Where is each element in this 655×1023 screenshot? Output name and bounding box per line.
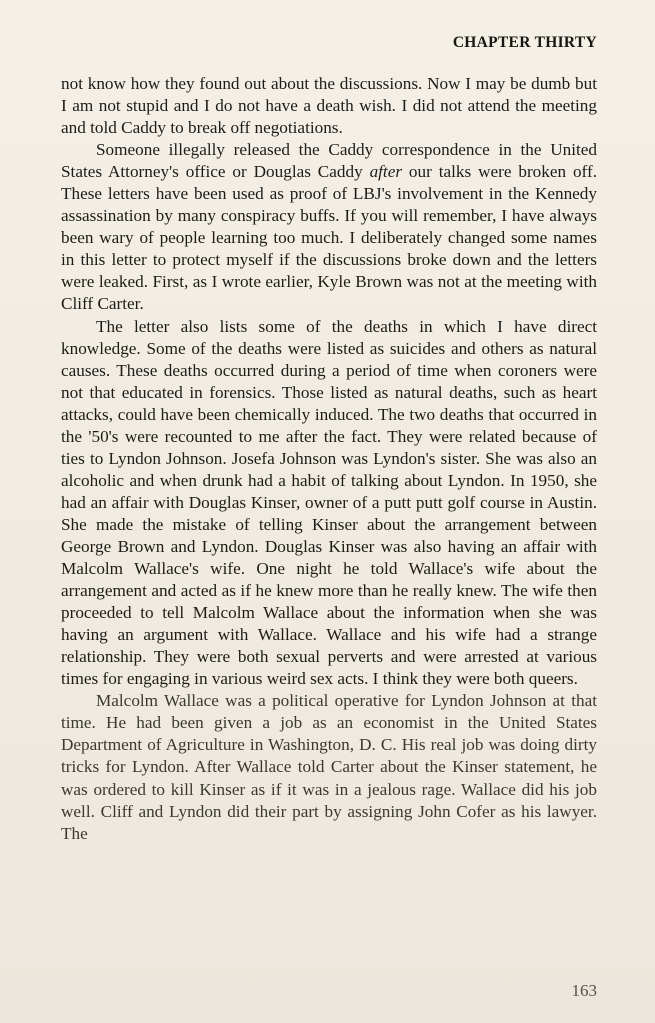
paragraph-1 <box>61 73 597 139</box>
paragraph-4 <box>61 690 597 844</box>
paragraph-2-text-b: our talks were broken off. These letters have been used as proof of LBJ's involvement in the Kennedy assassination by many conspiracy buffs. If you will remember, I have always been wary of people learning too much. I deliberately changed some names in this letter to protect myself if the discussions broke down and the letters were leaked. First, as I wrote earlier, Kyle Brown was not at the meeting with Cliff Carter. <box>61 162 597 314</box>
paragraph-2-text-a: Someone illegally released the Caddy correspondence in the United States Attorney's office or Douglas Caddy <box>61 140 597 182</box>
paragraph-4-text: Malcolm Wallace was a political operative for Lyndon Johnson at that time. He had been given a job as an economist in the United States Department of Agriculture in Washington, D. C. His real job was doing dirty tricks for Lyndon. After Wallace told Carter about the Kinser statement, he was ordered to kill Kinser as if it was in a jealous rage. Wallace did his job well. Cliff and Lyndon did their part by assigning John Cofer as his lawyer. The <box>61 691 597 843</box>
body-text <box>61 73 597 845</box>
paragraph-1-text: not know how they found out about the discussions. Now I may be dumb but I am not stupid and I do not have a death wish. I did not attend the meeting and told Caddy to break off negotiations. <box>61 74 597 138</box>
page-number: 163 <box>571 981 597 1000</box>
running-head-chapter-title: CHAPTER THIRTY <box>452 34 597 51</box>
paragraph-2 <box>61 139 597 315</box>
paragraph-3-text: The letter also lists some of the deaths in which I have direct knowledge. Some of the deaths were listed as suicides and others as natural causes. These deaths occurred during a period of time when coroners were not that educated in forensics. Those listed as natural deaths, such as heart attacks, could have been chemically induced. The two deaths that occurred in the '50's were recounted to me after the fact. They were related because of ties to Lyndon Johnson. Josefa Johnson was Lyndon's sister. She was also an alcoholic and when drunk had a habit of talking about Lyndon. In 1950, she had an affair with Douglas Kinser, owner of a putt putt golf course in Austin. She made the mistake of telling Kinser about the arrangement between George Brown and Lyndon. Douglas Kinser was also having an affair with Malcolm Wallace's wife. One night he told Wallace's wife about the arrangement and acted as if he knew more than he really knew. The wife then proceeded to tell Malcolm Wallace about the information when she was having an argument with Wallace. Wallace and his wife had a strange relationship. They were both sexual perverts and were arrested at various times for engaging in various weird sex acts. I think they were both queers. <box>61 316 597 689</box>
paragraph-2-emphasis: after <box>369 162 403 182</box>
paragraph-3 <box>61 316 597 691</box>
